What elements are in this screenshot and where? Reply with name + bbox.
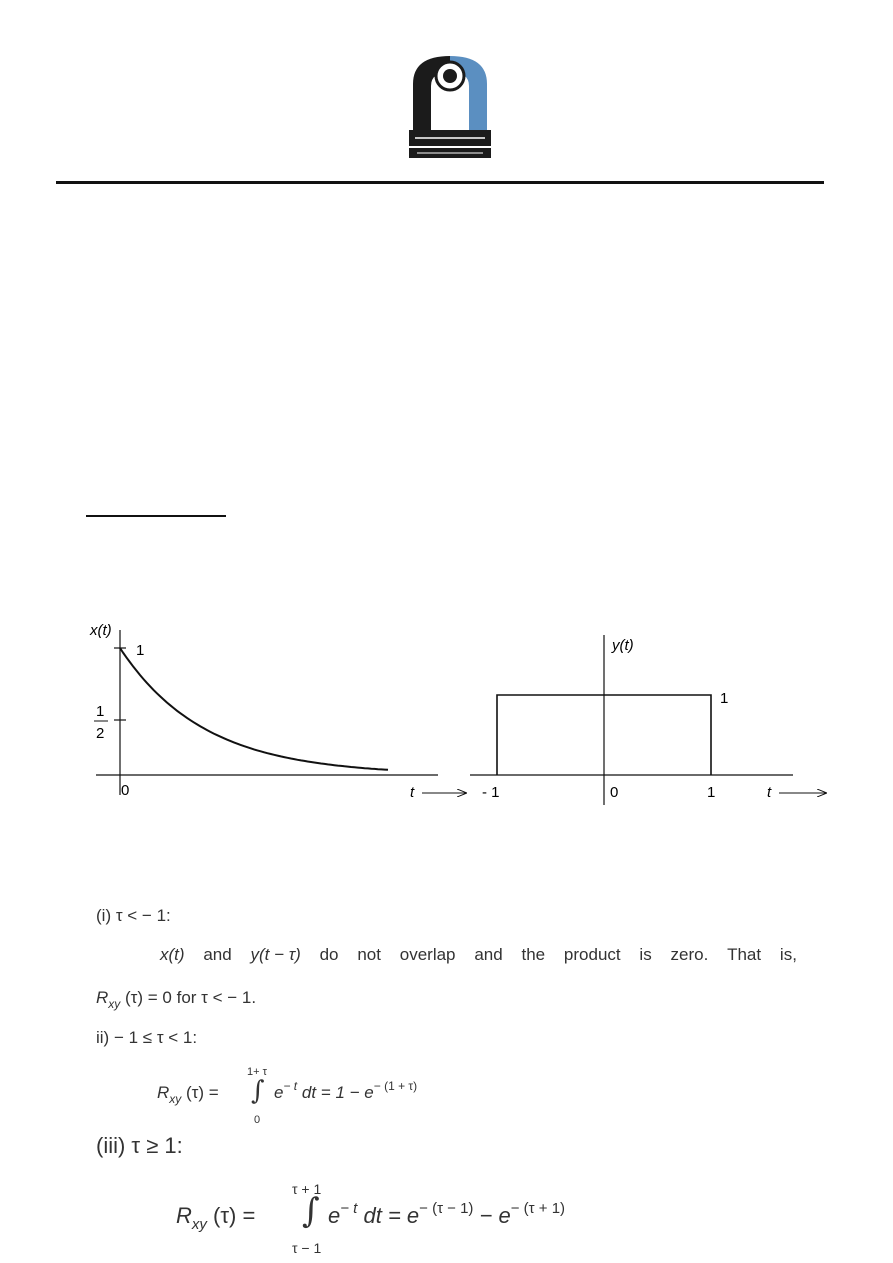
x-plot-peak-label: 1 — [136, 642, 145, 659]
case-ii-result-exp: − (1 + τ) — [373, 1079, 418, 1093]
case-ii-lhs — [157, 1083, 219, 1106]
case-i-word: and — [474, 945, 503, 964]
x-exponential-curve — [120, 648, 388, 770]
case-i-word: overlap — [399, 945, 456, 964]
case-i-line1 — [160, 945, 797, 965]
r-symbol: R — [157, 1083, 170, 1102]
case-ii-rhs — [274, 1079, 418, 1103]
x-plot — [89, 622, 466, 801]
x-plot-ylabel: x(t) — [90, 622, 112, 639]
case-iii-dt: dt = e — [363, 1203, 420, 1228]
case-ii-lower-limit: 0 — [254, 1114, 261, 1126]
integral-sign: ∫ — [302, 1191, 320, 1231]
case-i-heading: (i) τ < − 1: — [96, 906, 171, 925]
case-i-word: is — [639, 945, 652, 964]
x-plot-half-numerator: 1 — [96, 703, 105, 720]
header-rule — [56, 181, 824, 184]
case-i-word: x(t) — [160, 945, 185, 964]
y-plot-tick-zero: 0 — [610, 784, 619, 801]
y-plot-ylabel: y(t) — [612, 637, 634, 654]
y-plot-xlabel: t — [767, 784, 772, 801]
exp-power: − t — [340, 1200, 358, 1217]
case-i-word: not — [357, 945, 381, 964]
y-plot-tick-one: 1 — [707, 784, 716, 801]
exp-base: e — [328, 1203, 341, 1228]
case-iii-arg: (τ) = — [213, 1203, 256, 1228]
case-i-line2 — [96, 988, 257, 1011]
case-iii-lhs — [176, 1203, 256, 1233]
case-ii-heading: ii) − 1 ≤ τ < 1: — [96, 1028, 198, 1047]
r-subscript: xy — [108, 997, 121, 1011]
case-ii-arg: (τ) = — [186, 1083, 219, 1102]
x-plot-origin-label: 0 — [121, 782, 130, 799]
r-symbol: R — [96, 988, 109, 1007]
case-i-word: product — [563, 945, 621, 964]
case-i-word: y(t − τ) — [250, 945, 301, 964]
exp-power: − t — [283, 1079, 298, 1093]
case-i-word: zero. — [670, 945, 709, 964]
case-iii-lower-limit: τ − 1 — [292, 1240, 322, 1256]
case-i-word: is, — [779, 945, 797, 964]
exp-base: e — [274, 1083, 284, 1102]
case-ii-dt: dt = 1 − e — [301, 1083, 374, 1102]
case-ii-upper-limit: 1+ τ — [247, 1066, 267, 1078]
x-plot-half-denominator: 2 — [96, 725, 105, 742]
university-logo — [405, 52, 495, 160]
case-iii-result-exp2: − (τ + 1) — [510, 1200, 566, 1217]
case-iii-rhs — [328, 1200, 566, 1229]
r-subscript: xy — [191, 1216, 207, 1233]
y-plot-level-label: 1 — [720, 690, 729, 707]
y-plot — [470, 635, 826, 805]
r-subscript: xy — [169, 1092, 182, 1106]
signal-figure — [0, 600, 893, 830]
case-i-result: (τ) = 0 for τ < − 1. — [125, 988, 257, 1007]
case-i-word: and — [203, 945, 232, 964]
x-plot-xlabel: t — [410, 784, 415, 801]
case-i-word: do — [319, 945, 339, 964]
case-i-word: the — [521, 945, 546, 964]
university-emblem-icon — [409, 56, 491, 158]
case-i-word: That — [727, 945, 762, 964]
case-iii-minus: − e — [479, 1203, 511, 1228]
integral-sign: ∫ — [251, 1076, 265, 1106]
section-underline — [86, 515, 226, 517]
case-iii-result-exp1: − (τ − 1) — [419, 1200, 474, 1217]
y-plot-tick-minus-one: - 1 — [482, 784, 500, 801]
case-iii-heading: (iii) τ ≥ 1: — [96, 1133, 183, 1158]
case-iii-upper-limit: τ + 1 — [292, 1181, 322, 1197]
r-symbol: R — [176, 1203, 192, 1228]
